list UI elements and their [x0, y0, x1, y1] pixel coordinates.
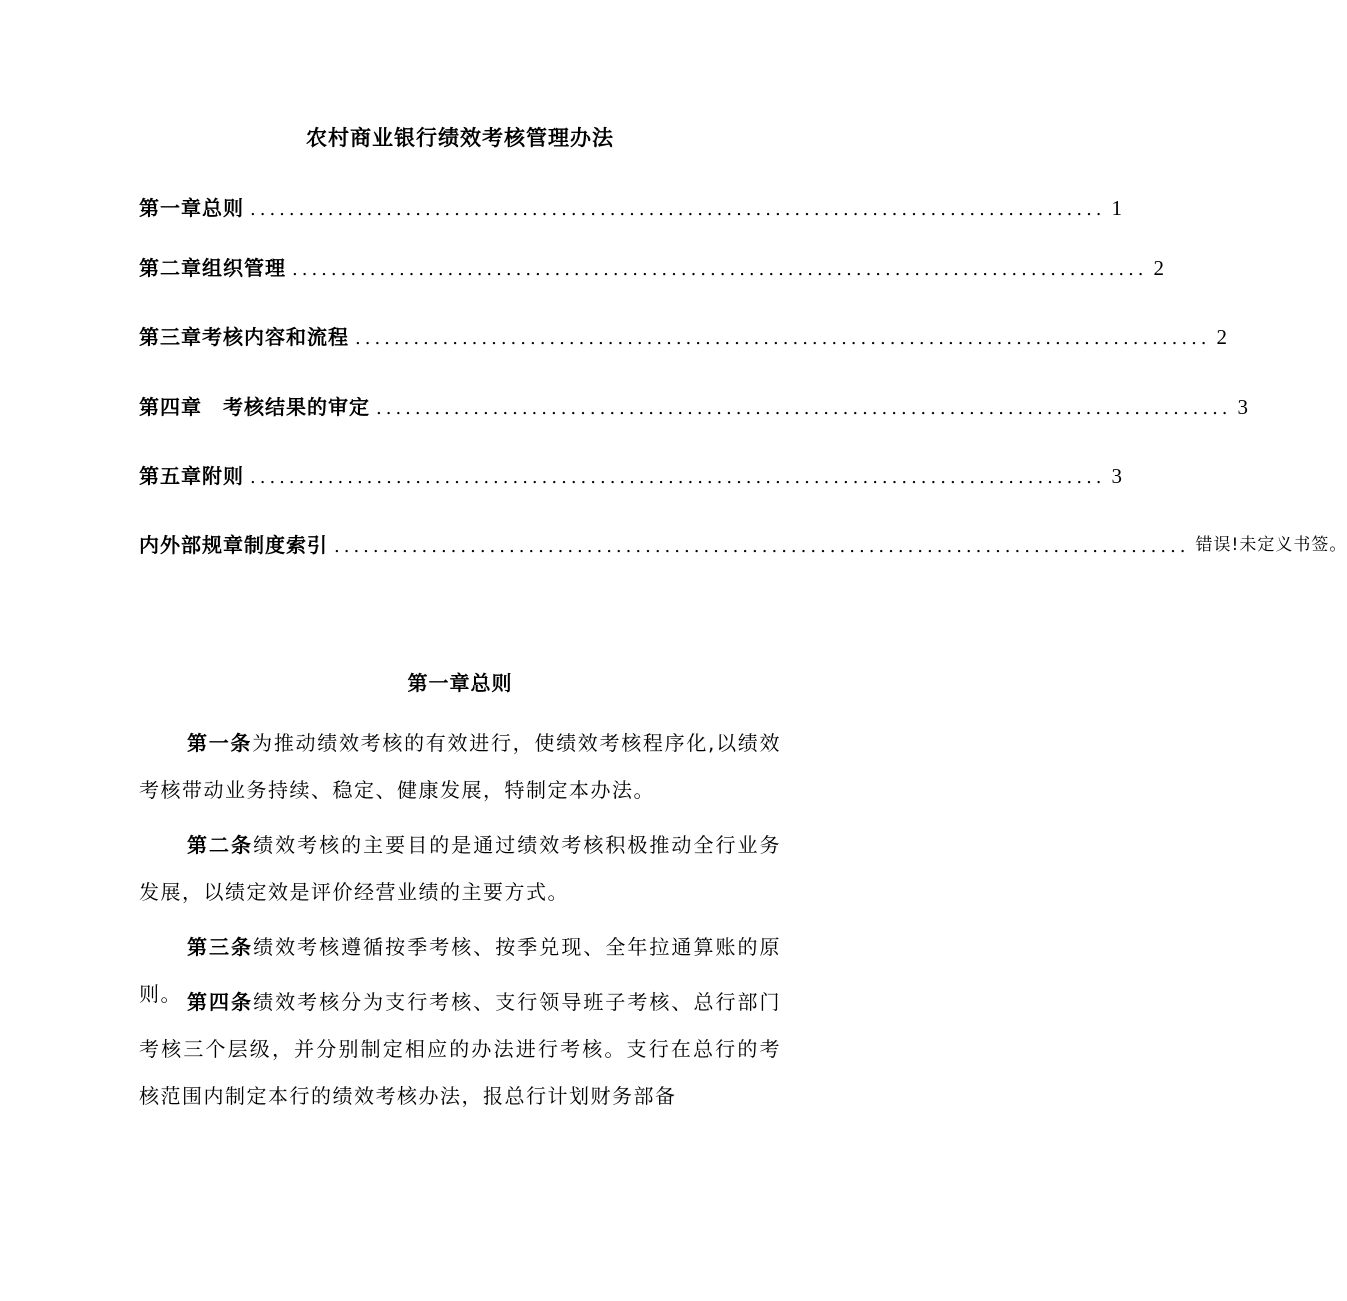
toc-entry-label: 第四章 考核结果的审定 — [139, 395, 370, 419]
article-number: 第三条 — [187, 935, 254, 959]
toc-entry-label: 内外部规章制度索引 — [139, 533, 328, 557]
article-text: 绩效考核分为支行考核、支行领导班子考核、总行部门考核三个层级，并分别制定相应的办法进行考核。支行在总行的考核范围内制定本行的绩效考核办法，报总行计划财务部备 — [139, 990, 782, 1108]
toc-entry-label: 第三章考核内容和流程 — [139, 325, 349, 349]
document-title: 农村商业银行绩效考核管理办法 — [306, 125, 614, 150]
article-text: 绩效考核的主要目的是通过绩效考核积极推动全行业务发展，以绩定效是评价经营业绩的主要方式。 — [139, 833, 782, 904]
toc-entry-chapter-1[interactable] — [139, 193, 1123, 223]
toc-leader-dots: ........................................................................................ — [292, 259, 1148, 280]
toc-entry-page-error: 错误!未定义书签。 — [1195, 535, 1347, 555]
toc-leader-dots: ........................................................................................ — [376, 398, 1232, 419]
toc-entry-page: 2 — [1153, 256, 1165, 280]
article-paragraph — [139, 979, 781, 1120]
toc-entry-page: 2 — [1216, 325, 1228, 349]
toc-entry-label: 第一章总则 — [139, 196, 244, 220]
article-number: 第一条 — [187, 731, 253, 755]
article-text: 绩效考核遵循按季考核、按季兑现、全年拉通算账的原则。 — [139, 935, 782, 1006]
article-paragraph — [139, 720, 781, 814]
toc-entry-chapter-4[interactable] — [139, 392, 1249, 422]
article-text: 为推动绩效考核的有效进行，使绩效考核程序化,以绩效考核带动业务持续、稳定、健康发展，特制定本办法。 — [139, 731, 782, 802]
article-number: 第二条 — [187, 833, 254, 857]
toc-entry-regulation-index[interactable] — [139, 530, 1347, 560]
toc-leader-dots: ........................................................................................ — [250, 467, 1106, 488]
toc-leader-dots: ........................................................................................ — [334, 536, 1190, 557]
toc-entry-chapter-3[interactable] — [139, 322, 1228, 352]
toc-entry-chapter-5[interactable] — [139, 461, 1123, 491]
article-paragraph — [139, 822, 781, 916]
toc-entry-chapter-2[interactable] — [139, 253, 1165, 283]
toc-leader-dots: ........................................................................................ — [355, 328, 1211, 349]
toc-entry-page: 1 — [1111, 196, 1123, 220]
toc-entry-label: 第二章组织管理 — [139, 256, 286, 280]
article-number: 第四条 — [187, 990, 254, 1014]
toc-entry-label: 第五章附则 — [139, 464, 244, 488]
toc-leader-dots: ........................................................................................ — [250, 199, 1106, 220]
toc-entry-page: 3 — [1237, 395, 1249, 419]
toc-entry-page: 3 — [1111, 464, 1123, 488]
chapter-title: 第一章总则 — [407, 671, 513, 695]
